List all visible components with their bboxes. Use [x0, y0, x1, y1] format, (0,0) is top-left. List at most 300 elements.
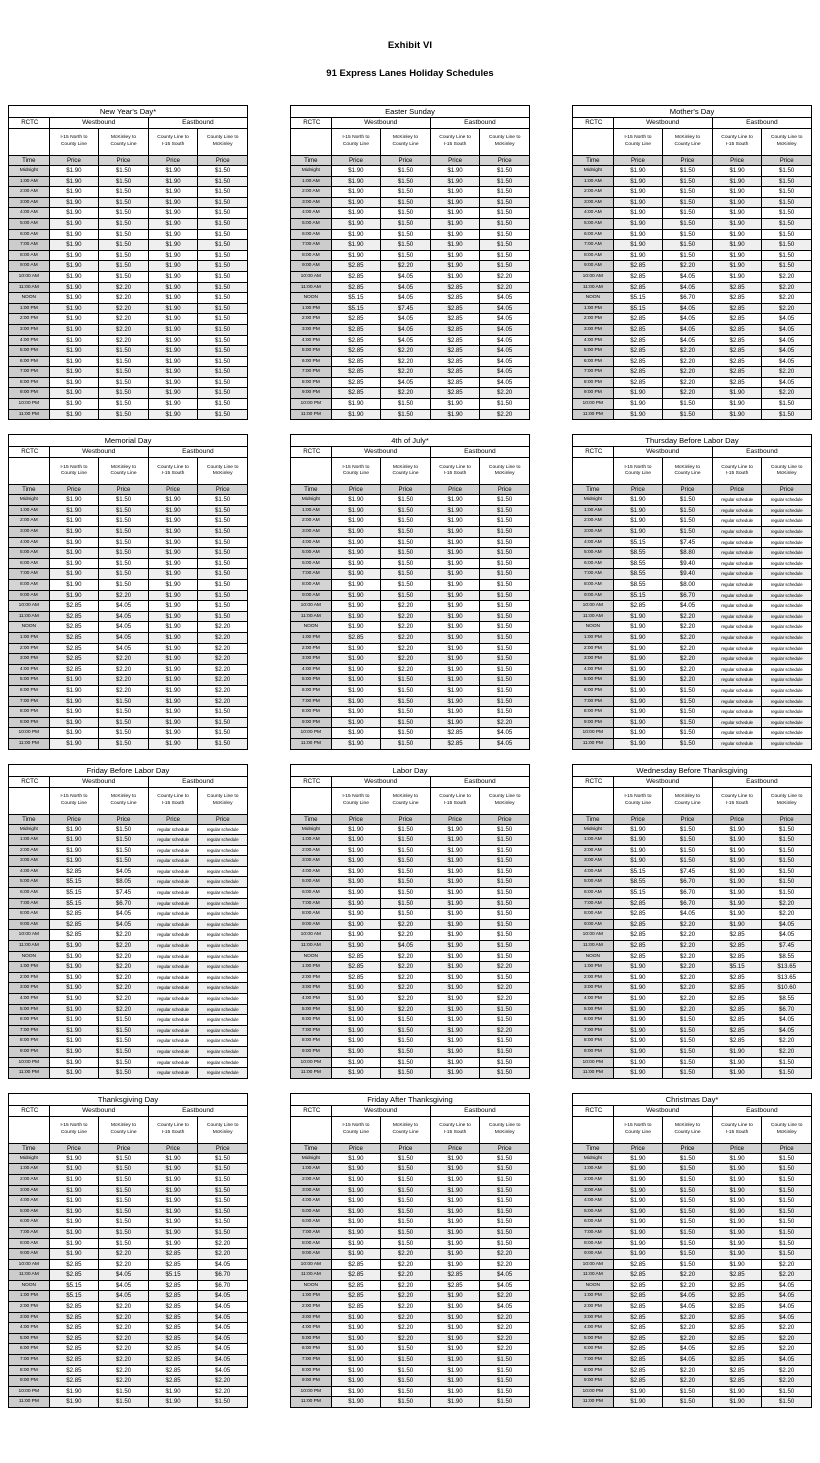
- time-cell: 9:00 PM: [291, 1376, 332, 1387]
- time-cell: 5:00 PM: [291, 675, 332, 686]
- price-cell: $1.90: [331, 527, 381, 538]
- table-row: [291, 1057, 530, 1068]
- price-cell: regular schedule: [198, 1025, 248, 1036]
- column-header-time: Time: [573, 1143, 614, 1153]
- price-cell: $2.20: [381, 1291, 431, 1302]
- table-row: [291, 919, 530, 930]
- price-cell: $2.85: [712, 303, 762, 314]
- price-cell: $1.90: [331, 240, 381, 251]
- price-cell: $1.50: [663, 409, 713, 420]
- table-row: [9, 1312, 248, 1323]
- table-row: [291, 601, 530, 612]
- price-cell: regular schedule: [712, 696, 762, 707]
- time-cell: 10:00 PM: [9, 1386, 50, 1397]
- price-cell: $2.20: [663, 983, 713, 994]
- price-cell: $2.85: [331, 632, 381, 643]
- price-cell: $1.50: [381, 1376, 431, 1387]
- price-cell: $2.20: [480, 994, 530, 1005]
- price-cell: $1.90: [148, 516, 198, 527]
- price-cell: $4.05: [762, 919, 812, 930]
- price-cell: $1.90: [148, 324, 198, 335]
- price-cell: $1.90: [148, 229, 198, 240]
- time-cell: 11:00 PM: [573, 1068, 614, 1079]
- time-cell: 1:00 PM: [573, 303, 614, 314]
- price-cell: $2.85: [49, 1259, 99, 1270]
- price-cell: $1.90: [49, 994, 99, 1005]
- time-cell: 9:00 AM: [291, 261, 332, 272]
- table-row: [573, 866, 812, 877]
- price-cell: $4.05: [99, 1291, 149, 1302]
- price-cell: $1.50: [381, 569, 431, 580]
- price-cell: $1.50: [381, 1355, 431, 1366]
- segment-header-3: County Line to I-15 South: [712, 1116, 762, 1143]
- time-cell: 3:00 PM: [291, 324, 332, 335]
- price-cell: $1.50: [762, 1206, 812, 1217]
- price-cell: $2.85: [712, 930, 762, 941]
- price-cell: $1.50: [381, 495, 431, 506]
- price-cell: $2.20: [762, 1259, 812, 1270]
- time-cell: NOON: [573, 293, 614, 304]
- price-cell: $1.50: [663, 845, 713, 856]
- price-cell: $2.20: [480, 388, 530, 399]
- price-cell: $1.90: [331, 1036, 381, 1047]
- table-row: [291, 537, 530, 548]
- price-cell: $1.50: [663, 1217, 713, 1228]
- price-cell: $1.50: [663, 1238, 713, 1249]
- table-row: [573, 1280, 812, 1291]
- time-cell: 2:00 AM: [573, 187, 614, 198]
- table-row: [573, 1015, 812, 1026]
- price-cell: $1.50: [99, 516, 149, 527]
- price-cell: $4.05: [762, 324, 812, 335]
- price-cell: $1.50: [198, 495, 248, 506]
- table-row: [9, 1227, 248, 1238]
- price-cell: $1.50: [663, 1185, 713, 1196]
- price-cell: $1.90: [49, 1206, 99, 1217]
- price-cell: regular schedule: [198, 1036, 248, 1047]
- price-cell: $4.05: [99, 622, 149, 633]
- price-cell: $1.50: [381, 187, 431, 198]
- price-cell: $1.50: [663, 824, 713, 835]
- time-cell: 7:00 PM: [291, 696, 332, 707]
- price-cell: $1.90: [613, 1046, 663, 1057]
- price-cell: $1.50: [381, 558, 431, 569]
- schedule-title: New Year's Day*: [9, 106, 248, 118]
- price-cell: $2.85: [712, 1270, 762, 1281]
- time-cell: 2:00 PM: [291, 972, 332, 983]
- price-cell: $1.90: [430, 941, 480, 952]
- price-cell: $1.90: [331, 611, 381, 622]
- time-cell: 7:00 AM: [573, 240, 614, 251]
- price-cell: $1.50: [198, 187, 248, 198]
- price-cell: $1.90: [712, 888, 762, 899]
- table-row: [9, 951, 248, 962]
- segment-header-blank: [573, 787, 614, 814]
- column-header-price: Price: [49, 156, 99, 166]
- price-cell: $1.90: [430, 229, 480, 240]
- price-cell: $1.90: [148, 335, 198, 346]
- price-cell: $1.50: [381, 208, 431, 219]
- price-cell: $1.50: [663, 516, 713, 527]
- rctc-label: RCTC: [9, 447, 50, 458]
- price-cell: regular schedule: [762, 580, 812, 591]
- table-row: [573, 558, 812, 569]
- time-cell: 9:00 AM: [291, 590, 332, 601]
- price-cell: $1.90: [430, 856, 480, 867]
- price-cell: $2.20: [762, 909, 812, 920]
- column-header-price: Price: [613, 814, 663, 824]
- price-cell: $2.20: [663, 261, 713, 272]
- price-cell: $4.05: [99, 1280, 149, 1291]
- price-cell: $1.50: [198, 324, 248, 335]
- price-cell: $1.90: [331, 399, 381, 410]
- table-row: [291, 176, 530, 187]
- price-cell: $1.90: [430, 1196, 480, 1207]
- time-cell: 3:00 PM: [291, 1312, 332, 1323]
- price-cell: $1.90: [430, 994, 480, 1005]
- price-cell: $2.85: [613, 1259, 663, 1270]
- price-cell: $1.50: [99, 1153, 149, 1164]
- table-row: [291, 261, 530, 272]
- price-cell: $1.90: [331, 1164, 381, 1175]
- time-cell: Midnight: [291, 824, 332, 835]
- price-cell: $1.50: [381, 909, 431, 920]
- price-cell: $2.20: [480, 1291, 530, 1302]
- price-cell: $1.50: [99, 835, 149, 846]
- price-cell: $2.85: [49, 654, 99, 665]
- price-cell: $1.90: [148, 654, 198, 665]
- time-cell: 8:00 AM: [573, 250, 614, 261]
- price-cell: $1.50: [99, 1206, 149, 1217]
- price-cell: regular schedule: [148, 1046, 198, 1057]
- price-cell: $1.90: [430, 250, 480, 261]
- price-cell: $2.20: [663, 611, 713, 622]
- table-row: [291, 1185, 530, 1196]
- price-cell: $2.85: [49, 1312, 99, 1323]
- price-cell: $8.00: [663, 580, 713, 591]
- price-cell: $2.85: [613, 1355, 663, 1366]
- time-cell: 5:00 PM: [9, 675, 50, 686]
- price-cell: $2.85: [712, 1355, 762, 1366]
- price-cell: regular schedule: [712, 558, 762, 569]
- price-cell: $1.90: [712, 1196, 762, 1207]
- price-cell: $1.50: [99, 558, 149, 569]
- time-cell: 10:00 AM: [291, 930, 332, 941]
- price-cell: $2.20: [480, 282, 530, 293]
- table-row: [9, 835, 248, 846]
- price-cell: $1.90: [712, 1164, 762, 1175]
- price-cell: $1.90: [148, 293, 198, 304]
- table-row: [9, 654, 248, 665]
- table-row: [573, 664, 812, 675]
- price-cell: regular schedule: [712, 527, 762, 538]
- price-cell: $1.90: [331, 1046, 381, 1057]
- time-cell: 7:00 PM: [291, 1355, 332, 1366]
- price-cell: $1.90: [712, 261, 762, 272]
- time-cell: 4:00 PM: [291, 335, 332, 346]
- price-cell: $1.90: [430, 505, 480, 516]
- price-cell: $1.50: [99, 580, 149, 591]
- price-cell: $1.90: [49, 1057, 99, 1068]
- direction-header-westbound: Westbound: [613, 118, 712, 129]
- price-cell: $1.90: [430, 1312, 480, 1323]
- price-cell: $1.90: [148, 399, 198, 410]
- time-cell: 4:00 PM: [9, 994, 50, 1005]
- price-cell: $1.90: [148, 1185, 198, 1196]
- price-cell: $2.85: [331, 335, 381, 346]
- price-cell: $1.90: [331, 919, 381, 930]
- time-cell: 6:00 PM: [9, 1344, 50, 1355]
- price-cell: $1.50: [480, 527, 530, 538]
- price-cell: $2.20: [663, 994, 713, 1005]
- price-cell: $1.50: [762, 1196, 812, 1207]
- price-cell: $1.90: [331, 1174, 381, 1185]
- price-cell: $2.20: [99, 654, 149, 665]
- table-row: [291, 1291, 530, 1302]
- table-row: [9, 941, 248, 952]
- table-row: [9, 728, 248, 739]
- price-cell: $1.50: [480, 835, 530, 846]
- column-header-price: Price: [99, 485, 149, 495]
- time-cell: 8:00 AM: [291, 1238, 332, 1249]
- column-header-price: Price: [198, 485, 248, 495]
- price-cell: regular schedule: [148, 951, 198, 962]
- price-cell: $2.85: [331, 962, 381, 973]
- price-cell: $1.50: [198, 1174, 248, 1185]
- price-cell: $2.85: [613, 1270, 663, 1281]
- schedule-title: Memorial Day: [9, 435, 248, 447]
- price-cell: $2.20: [381, 1312, 431, 1323]
- time-cell: 1:00 AM: [573, 176, 614, 187]
- table-row: [291, 377, 530, 388]
- price-cell: regular schedule: [198, 972, 248, 983]
- price-cell: $1.50: [762, 218, 812, 229]
- price-cell: $1.90: [49, 983, 99, 994]
- price-cell: $2.20: [663, 919, 713, 930]
- price-cell: $1.90: [331, 983, 381, 994]
- price-cell: $1.90: [49, 388, 99, 399]
- price-cell: $2.20: [663, 962, 713, 973]
- price-cell: $1.90: [331, 1004, 381, 1015]
- table-row: [291, 282, 530, 293]
- price-cell: $5.15: [613, 537, 663, 548]
- price-cell: regular schedule: [148, 824, 198, 835]
- table-row: [573, 1238, 812, 1249]
- table-row: [9, 166, 248, 177]
- table-row: [573, 1312, 812, 1323]
- table-row: [9, 707, 248, 718]
- segment-header-4: County Line to McKinley: [198, 129, 248, 156]
- price-cell: $6.70: [663, 898, 713, 909]
- price-cell: $1.90: [712, 835, 762, 846]
- price-cell: $1.90: [712, 388, 762, 399]
- time-cell: 4:00 PM: [9, 1323, 50, 1334]
- price-cell: $1.90: [613, 632, 663, 643]
- price-cell: $1.90: [331, 516, 381, 527]
- price-cell: $1.50: [381, 1386, 431, 1397]
- time-cell: 7:00 PM: [291, 367, 332, 378]
- price-cell: $1.90: [331, 1068, 381, 1079]
- table-row: [573, 1291, 812, 1302]
- time-cell: 6:00 AM: [291, 229, 332, 240]
- table-row: [573, 229, 812, 240]
- price-cell: $1.90: [49, 377, 99, 388]
- price-cell: $4.05: [480, 293, 530, 304]
- price-cell: $1.50: [99, 250, 149, 261]
- price-cell: $2.20: [381, 1302, 431, 1313]
- price-cell: $4.05: [762, 1312, 812, 1323]
- table-row: [9, 261, 248, 272]
- price-cell: regular schedule: [712, 505, 762, 516]
- price-cell: $1.90: [148, 707, 198, 718]
- price-cell: $1.50: [480, 1365, 530, 1376]
- price-cell: regular schedule: [762, 590, 812, 601]
- price-cell: $1.90: [430, 983, 480, 994]
- time-cell: 2:00 AM: [9, 516, 50, 527]
- price-cell: $1.50: [480, 877, 530, 888]
- price-cell: $1.50: [762, 1227, 812, 1238]
- time-cell: 8:00 AM: [291, 580, 332, 591]
- price-cell: $2.85: [613, 314, 663, 325]
- table-row: [573, 495, 812, 506]
- time-cell: 10:00 AM: [291, 601, 332, 612]
- price-cell: $1.50: [480, 1174, 530, 1185]
- price-cell: $1.50: [99, 1015, 149, 1026]
- table-row: [573, 1206, 812, 1217]
- price-cell: $1.50: [99, 388, 149, 399]
- price-cell: $5.15: [49, 888, 99, 899]
- time-cell: 8:00 PM: [9, 1365, 50, 1376]
- price-cell: $1.90: [49, 558, 99, 569]
- time-cell: 1:00 AM: [291, 505, 332, 516]
- price-cell: $1.90: [49, 335, 99, 346]
- price-cell: $5.15: [49, 1280, 99, 1291]
- price-cell: $2.20: [663, 675, 713, 686]
- time-cell: NOON: [291, 951, 332, 962]
- price-cell: $1.50: [480, 1164, 530, 1175]
- price-cell: $1.50: [99, 409, 149, 420]
- time-cell: 3:00 AM: [9, 856, 50, 867]
- time-cell: 10:00 PM: [291, 1386, 332, 1397]
- price-cell: $1.90: [49, 314, 99, 325]
- time-cell: 5:00 PM: [291, 1004, 332, 1015]
- time-cell: NOON: [9, 951, 50, 962]
- price-cell: $2.85: [613, 367, 663, 378]
- time-cell: 3:00 AM: [291, 856, 332, 867]
- price-cell: $2.85: [712, 994, 762, 1005]
- table-row: [9, 377, 248, 388]
- table-row: [9, 632, 248, 643]
- price-cell: $1.90: [148, 208, 198, 219]
- time-cell: 6:00 AM: [573, 1217, 614, 1228]
- price-cell: $2.85: [613, 1302, 663, 1313]
- table-row: [9, 1249, 248, 1260]
- price-cell: $6.70: [762, 1004, 812, 1015]
- price-cell: $1.90: [49, 505, 99, 516]
- segment-header-3: County Line to I-15 South: [712, 129, 762, 156]
- price-cell: $7.45: [381, 303, 431, 314]
- price-cell: $1.90: [331, 664, 381, 675]
- time-cell: 10:00 AM: [573, 601, 614, 612]
- price-cell: $2.20: [663, 1333, 713, 1344]
- price-cell: $1.90: [148, 197, 198, 208]
- segment-header-3: County Line to I-15 South: [712, 787, 762, 814]
- time-cell: 10:00 PM: [573, 728, 614, 739]
- table-row: [9, 824, 248, 835]
- table-row: [9, 293, 248, 304]
- price-cell: $1.90: [613, 187, 663, 198]
- table-row: [291, 632, 530, 643]
- table-row: [9, 909, 248, 920]
- price-cell: $2.85: [613, 1323, 663, 1334]
- price-cell: $4.05: [480, 1302, 530, 1313]
- price-cell: $2.20: [99, 1302, 149, 1313]
- table-row: [291, 516, 530, 527]
- time-cell: 1:00 AM: [291, 1164, 332, 1175]
- time-cell: 5:00 AM: [291, 1206, 332, 1217]
- table-row: [573, 1323, 812, 1334]
- time-cell: 2:00 AM: [9, 845, 50, 856]
- price-cell: $2.20: [663, 643, 713, 654]
- price-cell: $1.90: [712, 187, 762, 198]
- table-row: [573, 218, 812, 229]
- price-cell: $2.20: [99, 1259, 149, 1270]
- column-header-price: Price: [198, 156, 248, 166]
- price-cell: $1.50: [99, 356, 149, 367]
- time-cell: 11:00 AM: [573, 941, 614, 952]
- price-cell: $2.85: [712, 367, 762, 378]
- price-cell: $1.50: [480, 632, 530, 643]
- price-cell: $1.90: [148, 282, 198, 293]
- price-cell: $2.20: [663, 356, 713, 367]
- price-cell: $1.90: [430, 558, 480, 569]
- price-cell: regular schedule: [148, 919, 198, 930]
- price-cell: $1.90: [49, 261, 99, 272]
- time-cell: 5:00 PM: [573, 675, 614, 686]
- price-cell: $1.90: [430, 632, 480, 643]
- price-cell: $1.50: [480, 166, 530, 177]
- column-header-price: Price: [49, 1143, 99, 1153]
- direction-header-westbound: Westbound: [49, 1105, 148, 1116]
- table-row: [9, 696, 248, 707]
- schedule-title: Easter Sunday: [291, 106, 530, 118]
- schedule-title: Christmas Day*: [573, 1093, 812, 1105]
- time-cell: NOON: [9, 293, 50, 304]
- table-row: [573, 261, 812, 272]
- price-cell: $2.85: [613, 1376, 663, 1387]
- segment-header-4: County Line to McKinley: [762, 458, 812, 485]
- price-cell: $1.90: [331, 1185, 381, 1196]
- price-cell: $1.90: [331, 1386, 381, 1397]
- table-row: [291, 845, 530, 856]
- price-cell: $2.85: [49, 1376, 99, 1387]
- price-cell: $2.20: [99, 1365, 149, 1376]
- column-header-price: Price: [99, 1143, 149, 1153]
- table-row: [9, 282, 248, 293]
- price-cell: $2.20: [198, 1238, 248, 1249]
- price-cell: $1.90: [49, 240, 99, 251]
- time-cell: 7:00 AM: [291, 1227, 332, 1238]
- table-row: [573, 1004, 812, 1015]
- price-cell: $1.90: [49, 187, 99, 198]
- price-cell: $1.90: [712, 1397, 762, 1408]
- time-cell: 10:00 AM: [9, 1259, 50, 1270]
- price-cell: regular schedule: [712, 548, 762, 559]
- time-cell: 10:00 PM: [573, 399, 614, 410]
- price-cell: $1.90: [331, 877, 381, 888]
- time-cell: 8:00 PM: [9, 707, 50, 718]
- price-cell: $2.20: [663, 941, 713, 952]
